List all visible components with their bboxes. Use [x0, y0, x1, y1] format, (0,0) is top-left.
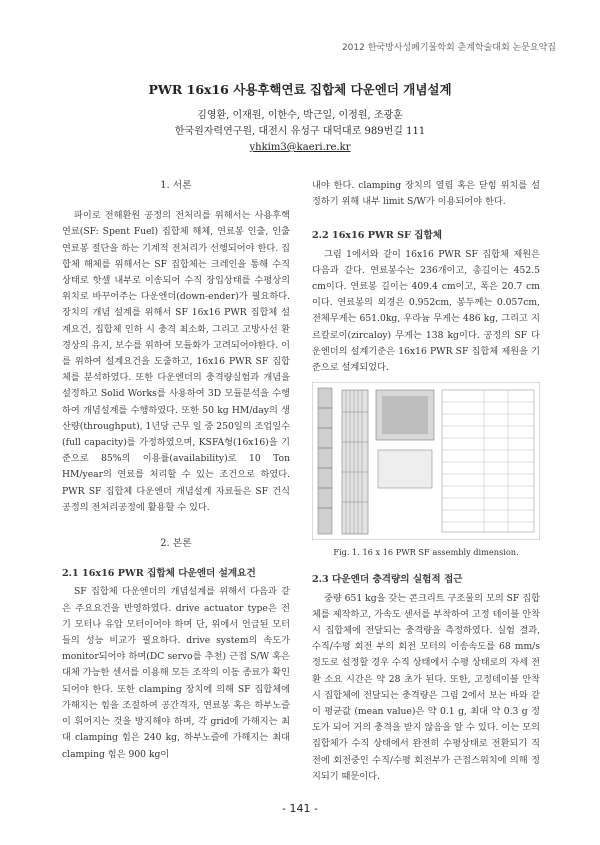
section-title-body: 2. 본론 [160, 538, 192, 550]
right-column [312, 178, 540, 785]
journal-header: 2012 한국방사성폐기물학회 춘계학술대회 논문요약집 [341, 43, 556, 53]
subsection-2-3-title: 2.3 다운엔더 충격량의 실험적 접근 [312, 574, 463, 586]
author-block [0, 108, 600, 156]
affiliation: 한국원자력연구원, 대전시 유성구 대덕대로 989번길 111 [174, 126, 426, 137]
left-column [62, 178, 290, 763]
page-number: - 141 - [282, 802, 318, 815]
fuel-assembly-figure [312, 382, 540, 540]
assembly-drawing [312, 382, 540, 540]
subsection-2-1-title: 2.1 16x16 PWR 집합체 다운엔더 설계요건 [62, 568, 256, 580]
paper-title: PWR 16x16 사용후핵연료 집합체 다운엔더 개념설계 [148, 82, 452, 97]
intro-paragraph: 파이로 전해환원 공정의 전처리를 위해서는 사용후핵연료(SF: Spent Fuel) 집합체 해체, 연료봉 인출, 인출연료봉 절단을 하는 기계적 전처리가 선행되어야 한다. 집합체 해체를 위해서는 SF 집합체는 크레인을 통해 수직상태로 핫셀 내부로 이송되어 수직 장입상태를 수평상의 위치로 바꾸어주는 다운엔더(down-ender)가 필요하다. 장치의 개념 설계를 위해서 SF 16x16 PWR 집합체 설계요건, 집합체 인하 시 충격 최소화, 그리고 고방사선 환경상의 유지, 보수를 위하여 모듈화가 고려되어야한다. 이를 위하여 설계요건을 도출하고, 16x16 PWR SF 집합체를 분석하였다. 또한 다운엔더의 충격량실험과 개념을 설정하고 Solid Works를 사용하여 3D 모듈분석을 수행하여 개념설계를 수행하였다. 또한 50 kg HM/day의 생산량(throughput), 1년당 근무 일 중 250일의 조업일수(full capacity)를 가정하였으며, KSFA형(16x16)을 기준으로 85%의 이용률(availability)로 10 Ton HM/year의 연료를 처리할 수 있는 조건으로 하였다. PWR SF 집합체 다운엔더 개념설계 자료들은 SF 건식공정의 전처리공정에 활용할 수 있다. [62, 210, 290, 513]
subsection-2-3-paragraph: 중량 651 kg을 갖는 콘크리트 구조물의 모의 SF 집합체를 제작하고, 가속도 센서를 부착하여 고정 테이블 안착시 집합체에 전달되는 충격량을 측정하였다. 실험 결과, 수직/수평 회전 부의 회전 모터의 이송속도를 68 mm/s 정도로 설정할 경우 수직 상태에서 수평 상태로의 자세 전환 소요 시간은 약 28 초가 된다. 또한, 고정테이블 안착 시 집합체에 전달되는 충격량은 그림 2에서 보는 바와 같이 평균값 (mean value)은 약 0.1 g, 최대 약 0.3 g 정도가 되어 거의 충격을 받지 않음을 알 수 있다. 이는 모의 집합체가 수직 상태에서 완전히 수평상태로 전환되기 직전에 회전중인 수직/수평 회전부가 근접스위치에 의해 정지되기 때문이다. [312, 592, 540, 782]
subsection-2-1-paragraph: SF 집합체 다운엔더의 개념설계를 위해서 다음과 같은 주요요건을 반영하였다. drive actuator type은 전기 모터나 유압 모터이어야 하며 단, 위에서 언급된 모터들의 성능 비교가 필요하다. drive system의 속도가 monitor되어야 하며(DC servo를 추천) 근접 S/W 혹은 대체 가능한 센서를 이용해 모든 조작의 이동 종료가 확인되어야 한다. 또한 clamping 장치에 의해 SF 집합체에 가해지는 힘을 조절하여 공간격자, 연료봉 혹은 하부노즐이 휘어지는 것을 방지해야 하며, 각 grid에 가해지는 최대 clamping 힘은 240 kg, 하부노즐에 가해지는 최대 clamping 힘은 900 kg이 [62, 586, 290, 760]
section-title-intro: 1. 서론 [160, 180, 192, 191]
figure-caption: Fig. 1. 16 x 16 PWR SF assembly dimension. [333, 547, 519, 558]
subsection-2-2-title: 2.2 16x16 PWR SF 집합체 [312, 230, 442, 242]
author-names: 김영환, 이재원, 이한수, 박근일, 이정원, 조광훈 [197, 110, 403, 121]
subsection-2-2-paragraph: 그림 1에서와 같이 16x16 PWR SF 집합체 제원은 다음과 같다. 연료봉수는 236개이고, 총길이는 452.5 cm이다. 연료봉 길이는 409.4 cm이고, 폭은 20.7 cm이다. 연료봉의 외경은 0.952cm, 봉두께는 0.057cm, 전체무게는 651.0kg, 우라늄 무게는 486 kg, 그리고 지르칼로이(zircaloy) 무게는 138 kg이다. 공정의 SF 다운엔더의 설계기준은 16x16 PWR SF 집합체 제원을 기준으로 설계되었다. [312, 248, 540, 374]
continued-paragraph: 내야 한다. clamping 장치의 열림 혹은 닫힘 위치를 설정하기 위해 내부 limit S/W가 이용되어야 한다. [312, 180, 540, 208]
author-email: yhkim3@kaeri.re.kr [249, 142, 351, 153]
